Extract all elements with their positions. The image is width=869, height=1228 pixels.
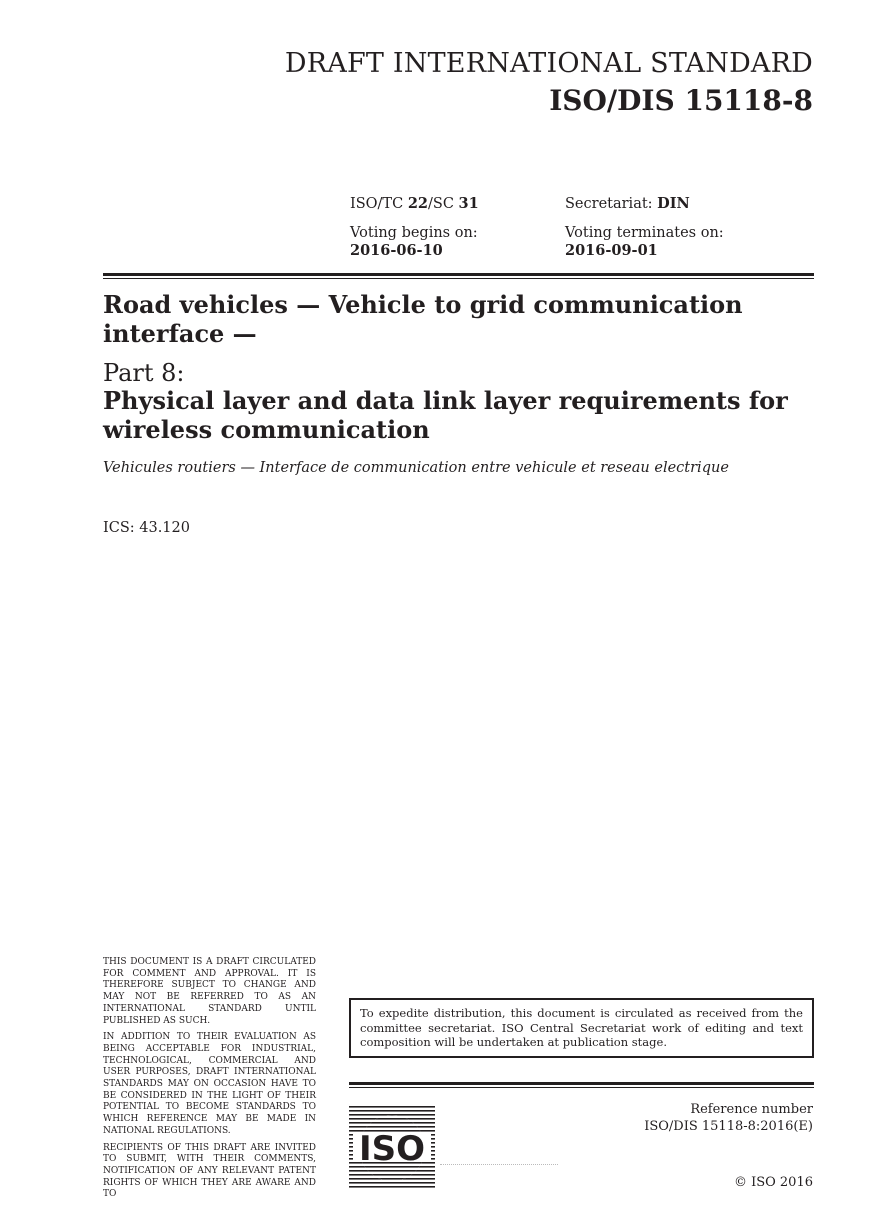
copyright: © ISO 2016 xyxy=(733,1175,813,1190)
notice-paragraph-2: IN ADDITION TO THEIR EVALUATION AS BEING ACCEPTABLE FOR INDUSTRIAL, TECHNOLOGICAL, COMMERCIAL AND USER PURPOSES, DRAFT INTERNATIONAL STANDARDS MAY ON OCCASION HAVE TO BE CONSIDERED IN THE LIGHT OF THEIR POTENTIAL TO BECOME STANDARDS TO WHICH REFERENCE MAY BE MADE IN NATIONAL REGULATIONS. xyxy=(103,1032,316,1136)
ics-code: ICS: 43.120 xyxy=(103,520,190,536)
draft-notice xyxy=(103,957,316,1206)
voting-terminates-date: 2016-09-01 xyxy=(565,242,658,259)
secretariat-info: Secretariat: DIN xyxy=(565,195,690,212)
main-title-line-1: Road vehicles — Vehicle to grid communication xyxy=(103,290,743,319)
header-rule-thin xyxy=(103,278,814,279)
voting-begins-date: 2016-06-10 xyxy=(350,242,443,259)
footer-rule-thin xyxy=(349,1087,814,1088)
part-title xyxy=(103,386,803,444)
reference-number xyxy=(644,1101,813,1135)
part-title-line-2: wireless communication xyxy=(103,415,430,444)
distribution-notice-box: To expedite distribution, this document is circulated as received from the committee secretariat. ISO Central Secretariat work of editing and text composition will be undertaken at publication stage. xyxy=(349,998,814,1058)
part-label: Part 8: xyxy=(103,359,185,387)
notice-paragraph-1: THIS DOCUMENT IS A DRAFT CIRCULATED FOR COMMENT AND APPROVAL. IT IS THEREFORE SUBJECT TO CHANGE AND MAY NOT BE REFERRED TO AS AN INTERNATIONAL STANDARD UNTIL PUBLISHED AS SUCH. xyxy=(103,957,316,1026)
document-number: ISO/DIS 15118-8 xyxy=(549,84,813,117)
french-title: Vehicules routiers — Interface de communication entre vehicule et reseau electrique xyxy=(103,460,729,476)
voting-terminates xyxy=(565,225,724,259)
header-rule-thick xyxy=(103,273,814,276)
part-title-line-1: Physical layer and data link layer requirements for xyxy=(103,386,788,415)
iso-logo xyxy=(349,1106,437,1190)
reference-value: ISO/DIS 15118-8:2016(E) xyxy=(644,1119,813,1134)
iso-logo-text: ISO xyxy=(358,1129,426,1169)
notice-paragraph-3: RECIPIENTS OF THIS DRAFT ARE INVITED TO SUBMIT, WITH THEIR COMMENTS, NOTIFICATION OF ANY RELEVANT PATENT RIGHTS OF WHICH THEY ARE AWARE AND TO xyxy=(103,1142,316,1200)
voting-begins xyxy=(350,225,478,259)
footer-rule-thick xyxy=(349,1082,814,1085)
reference-label: Reference number xyxy=(690,1102,813,1117)
voting-begins-label: Voting begins on: xyxy=(350,225,478,241)
voting-terminates-label: Voting terminates on: xyxy=(565,225,724,241)
document-type: DRAFT INTERNATIONAL STANDARD xyxy=(284,48,813,79)
main-title xyxy=(103,290,803,348)
main-title-line-2: interface — xyxy=(103,319,257,348)
logo-dotted-line xyxy=(440,1164,558,1167)
iso-logo-icon xyxy=(349,1106,437,1190)
committee-info: ISO/TC 22/SC 31 xyxy=(350,195,479,212)
